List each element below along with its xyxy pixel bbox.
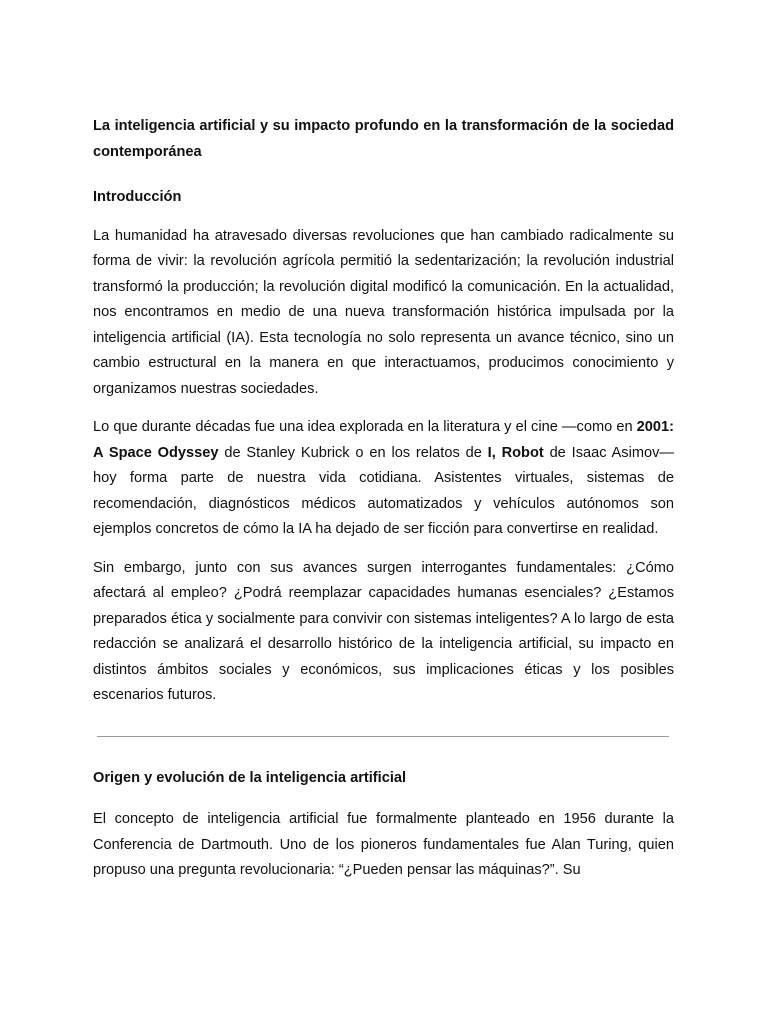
intro-paragraph-2 <box>93 415 674 543</box>
book-title: I, Robot <box>487 444 544 461</box>
origin-paragraph-1: El concepto de inteligencia artificial fue formalmente planteado en 1956 durante la Conferencia de Dartmouth. Uno de los pioneros fundamentales fue Alan Turing, quien propuso una pregunta revolucionaria: “¿Pueden pensar las máquinas?”. Su <box>93 811 674 878</box>
intro-paragraph-1: La humanidad ha atravesado diversas revoluciones que han cambiado radicalmente su forma de vivir: la revolución agrícola permitió la sedentarización; la revolución industrial transformó la producción; la revolución digital modificó la comunicación. En la actualidad, nos encontramos en medio de una nueva transformación histórica impulsada por la inteligencia artificial (IA). Esta tecnología no solo representa un avance técnico, sino un cambio estructural en la manera en que interactuamos, producimos conocimiento y organizamos nuestras sociedades. <box>93 227 674 397</box>
intro-paragraph-3: Sin embargo, junto con sus avances surgen interrogantes fundamentales: ¿Cómo afectará al empleo? ¿Podrá reemplazar capacidades humanas esenciales? ¿Estamos preparados ética y socialmente para convivir con sistemas inteligentes? A lo largo de esta redacción se analizará el desarrollo histórico de la inteligencia artificial, su impacto en distintos ámbitos sociales y económicos, sus implicaciones éticas y los posibles escenarios futuros. <box>93 559 674 703</box>
section-heading-introduccion: Introducción <box>93 189 182 205</box>
document-body <box>93 114 674 884</box>
section-divider <box>97 736 669 737</box>
section-heading-origen: Origen y evolución de la inteligencia artificial <box>93 769 407 786</box>
intro-paragraph-2-text-b: de Stanley Kubrick o en los relatos de <box>218 444 488 461</box>
intro-paragraph-2-text-c: de Isaac Asimov— hoy forma parte de nuestra vida cotidiana. Asistentes virtuales, sistemas de recomendación, diagnósticos médicos automatizados y vehículos autónomos son ejemplos concretos de cómo la IA ha dejado de ser ficción para convertirse en realidad. <box>93 444 674 537</box>
divider-spacer <box>93 709 674 736</box>
intro-paragraph-2-text-a: Lo que durante décadas fue una idea explorada en la literatura y el cine —como en <box>93 419 637 435</box>
document-title: La inteligencia artificial y su impacto profundo en la transformación de la sociedad contemporánea <box>93 118 674 160</box>
film-title: 2001: A Space Odyssey <box>93 419 674 461</box>
